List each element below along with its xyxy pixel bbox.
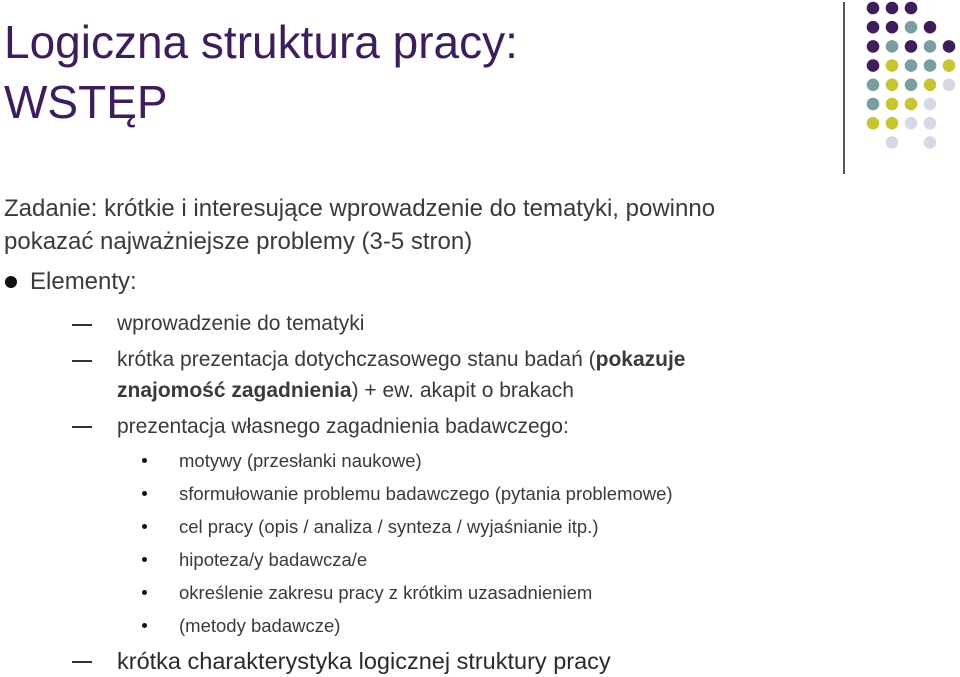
task-description-line-2: pokazać najważniejsze problemy (3-5 stron) bbox=[4, 228, 473, 255]
decorative-dot bbox=[905, 98, 918, 111]
decorative-dot bbox=[905, 21, 918, 34]
decorative-dot bbox=[905, 40, 918, 53]
title-divider-line bbox=[843, 2, 845, 174]
list-item-text: prezentacja własnego zagadnienia badawczego: bbox=[117, 415, 569, 438]
decorative-dot bbox=[886, 59, 899, 72]
decorative-dot bbox=[905, 79, 918, 92]
small-bullet-icon bbox=[142, 524, 147, 529]
decorative-dot bbox=[867, 79, 880, 92]
decorative-dot bbox=[886, 136, 899, 149]
list-item-text-normal: krótka prezentacja dotychczasowego stanu badań ( bbox=[117, 348, 596, 371]
decorative-dot bbox=[924, 79, 937, 92]
sub-list-item-text: motywy (przesłanki naukowe) bbox=[179, 450, 422, 471]
decorative-dot bbox=[924, 59, 937, 72]
decorative-dot bbox=[943, 79, 956, 92]
decorative-dot bbox=[924, 136, 937, 149]
decorative-dot bbox=[867, 117, 880, 130]
decorative-dot bbox=[924, 21, 937, 34]
decorative-dot bbox=[886, 21, 899, 34]
decorative-dot bbox=[867, 98, 880, 111]
dash-icon bbox=[72, 426, 92, 428]
elements-label: Elementy: bbox=[30, 268, 137, 295]
decorative-dot bbox=[886, 2, 899, 15]
sub-list-item-text: cel pracy (opis / analiza / synteza / wyjaśnianie itp.) bbox=[179, 516, 599, 537]
slide-title-line-1: Logiczna struktura pracy: bbox=[4, 16, 518, 68]
decorative-dot bbox=[924, 40, 937, 53]
list-item-text: wprowadzenie do tematyki bbox=[117, 312, 365, 335]
sub-list-item-text: hipoteza/y badawcza/e bbox=[179, 549, 368, 570]
task-description bbox=[4, 192, 904, 258]
bullet-dot-icon bbox=[5, 276, 17, 288]
decorative-dot bbox=[867, 40, 880, 53]
list-item-text: krótka charakterystyka logicznej struktury pracy bbox=[117, 648, 611, 674]
small-bullet-icon bbox=[142, 458, 147, 463]
list-item-text-bold: pokazuje bbox=[595, 348, 686, 371]
decorative-dot bbox=[867, 21, 880, 34]
slide-title bbox=[4, 12, 518, 132]
dash-icon bbox=[72, 661, 92, 663]
decorative-dot bbox=[867, 59, 880, 72]
list-item-text bbox=[117, 344, 685, 406]
decorative-dot bbox=[886, 79, 899, 92]
decorative-dot bbox=[886, 98, 899, 111]
list-item-text-normal: ) + ew. akapit o brakach bbox=[351, 379, 574, 402]
dash-icon bbox=[72, 360, 92, 362]
decorative-dot bbox=[867, 2, 880, 15]
decorative-dot bbox=[924, 117, 937, 130]
sub-list-item-text: określenie zakresu pracy z krótkim uzasadnieniem bbox=[179, 582, 593, 603]
decorative-dot bbox=[924, 98, 937, 111]
decorative-dot bbox=[943, 40, 956, 53]
decorative-dot bbox=[886, 117, 899, 130]
small-bullet-icon bbox=[142, 557, 147, 562]
small-bullet-icon bbox=[142, 590, 147, 595]
decorative-dot bbox=[905, 2, 918, 15]
decorative-dot bbox=[886, 40, 899, 53]
sub-list-item-text: sformułowanie problemu badawczego (pytania problemowe) bbox=[179, 483, 673, 504]
small-bullet-icon bbox=[142, 491, 147, 496]
decorative-dot bbox=[943, 59, 956, 72]
sub-list-item-text: (metody badawcze) bbox=[179, 615, 341, 636]
small-bullet-icon bbox=[142, 623, 147, 628]
slide-title-line-2: WSTĘP bbox=[4, 76, 168, 128]
task-description-line-1: Zadanie: krótkie i interesujące wprowadzenie do tematyki, powinno bbox=[4, 195, 716, 222]
dash-icon bbox=[72, 324, 92, 326]
decorative-dot bbox=[905, 117, 918, 130]
decorative-dot bbox=[905, 59, 918, 72]
list-item-text-bold: znajomość zagadnienia bbox=[117, 379, 352, 402]
